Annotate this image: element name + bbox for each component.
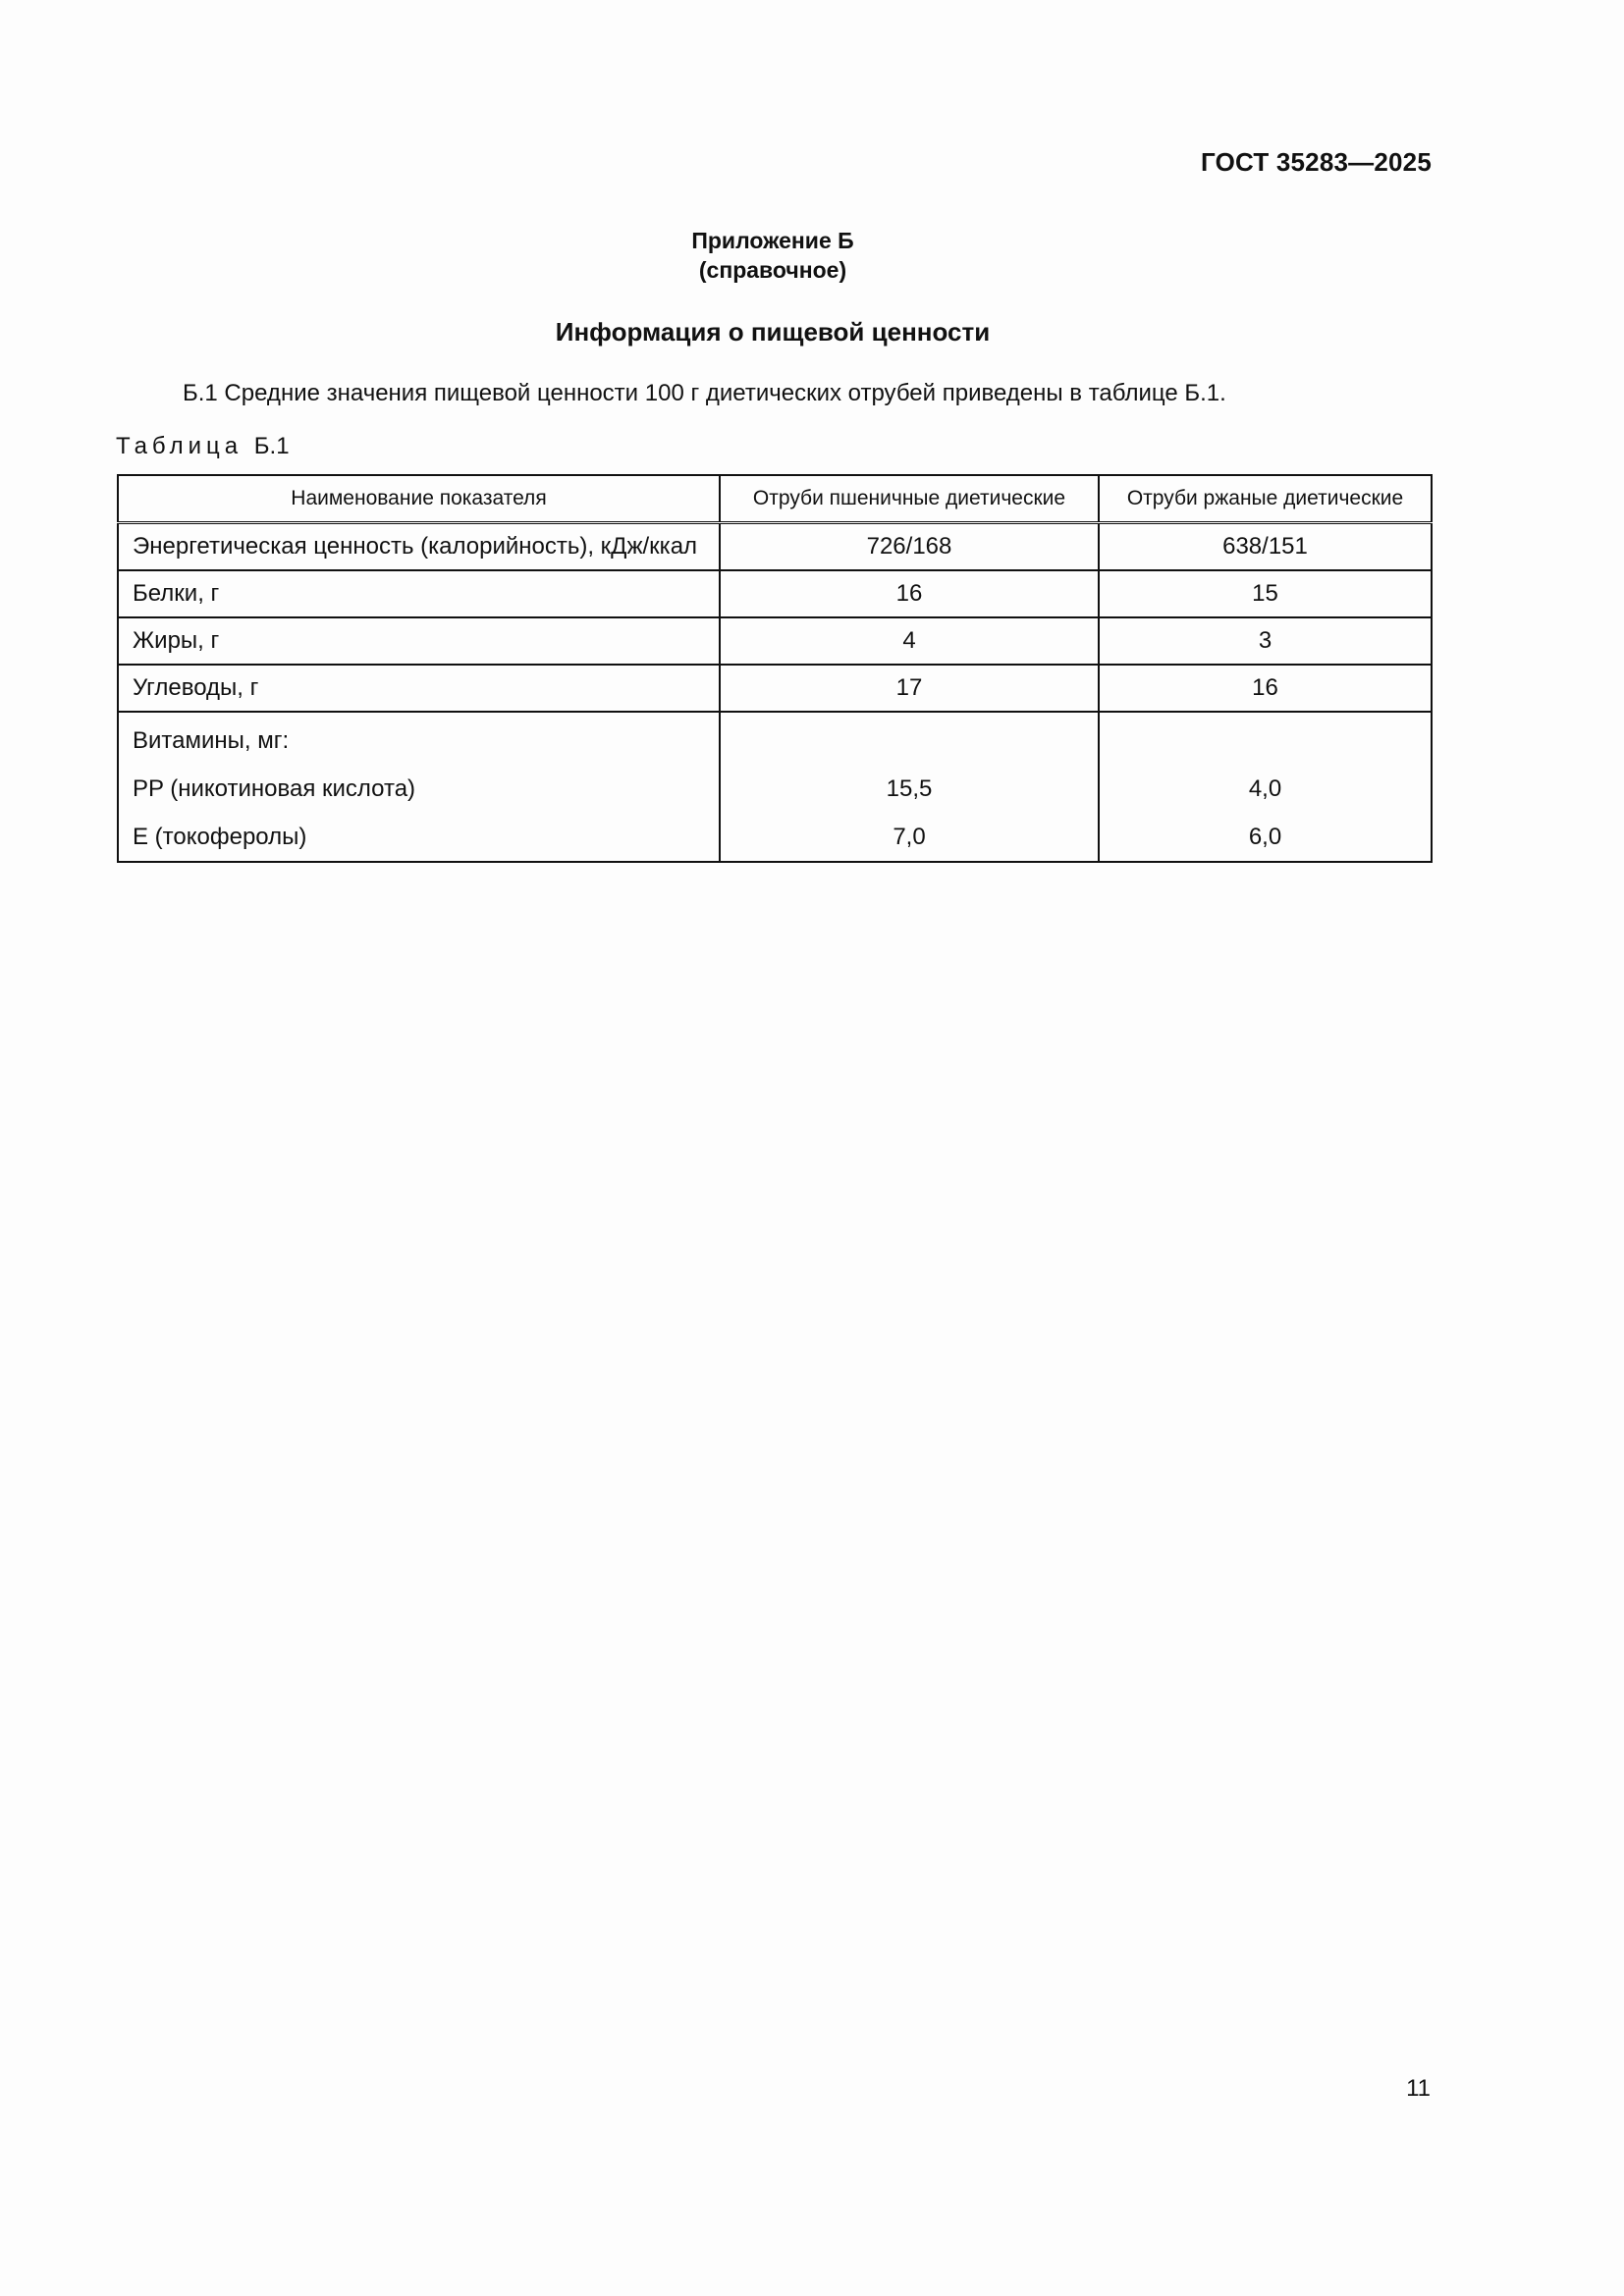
rye-value: 3	[1099, 617, 1432, 665]
vitamins-names-cell	[118, 712, 720, 862]
table-row	[118, 523, 1432, 571]
column-header-rye: Отруби ржаные диетические	[1099, 475, 1432, 523]
row-name: Белки, г	[118, 570, 720, 617]
row-name: Жиры, г	[118, 617, 720, 665]
row-name: Энергетическая ценность (калорийность), кДж/ккал	[118, 523, 720, 571]
appendix-title: Приложение Б	[691, 228, 854, 253]
intro-paragraph: Б.1 Средние значения пищевой ценности 100 г диетических отрубей приведены в таблице Б.1.	[183, 380, 1226, 406]
column-header-indicator: Наименование показателя	[118, 475, 720, 523]
rye-value: 4,0	[1248, 775, 1282, 802]
standard-code: ГОСТ 35283—2025	[1201, 147, 1432, 177]
section-title: Информация о пищевой ценности	[555, 317, 991, 347]
wheat-value: 4	[720, 617, 1099, 665]
table-caption-number: Б.1	[253, 433, 290, 459]
rye-value: 6,0	[1248, 824, 1282, 850]
table-row	[118, 665, 1432, 712]
rye-value: 638/151	[1099, 523, 1432, 571]
table-header-row	[118, 475, 1432, 523]
appendix-subtitle: (справочное)	[698, 257, 847, 283]
wheat-value: 15,5	[886, 775, 933, 802]
vitamins-label: Витамины, мг:	[133, 727, 290, 754]
row-name: Углеводы, г	[118, 665, 720, 712]
vitamins-rye-cell	[1099, 712, 1432, 862]
table-row	[118, 570, 1432, 617]
wheat-value: 16	[720, 570, 1099, 617]
rye-value: 16	[1099, 665, 1432, 712]
wheat-value: 7,0	[893, 824, 926, 850]
nutrition-table	[117, 474, 1433, 863]
spacer	[734, 717, 1084, 765]
vitamin-name: Е (токоферолы)	[133, 824, 307, 850]
table-row	[118, 617, 1432, 665]
table-row-vitamins	[118, 712, 1432, 862]
wheat-value: 726/168	[720, 523, 1099, 571]
wheat-value: 17	[720, 665, 1099, 712]
rye-value: 15	[1099, 570, 1432, 617]
spacer	[1113, 717, 1417, 765]
table-caption-label: Таблица	[116, 433, 244, 459]
column-header-wheat: Отруби пшеничные диетические	[720, 475, 1099, 523]
appendix-heading	[0, 226, 1545, 285]
vitamins-wheat-cell	[720, 712, 1099, 862]
vitamin-name: PP (никотиновая кислота)	[133, 775, 416, 802]
table-caption	[116, 433, 290, 460]
page-number: 11	[1406, 2075, 1431, 2102]
